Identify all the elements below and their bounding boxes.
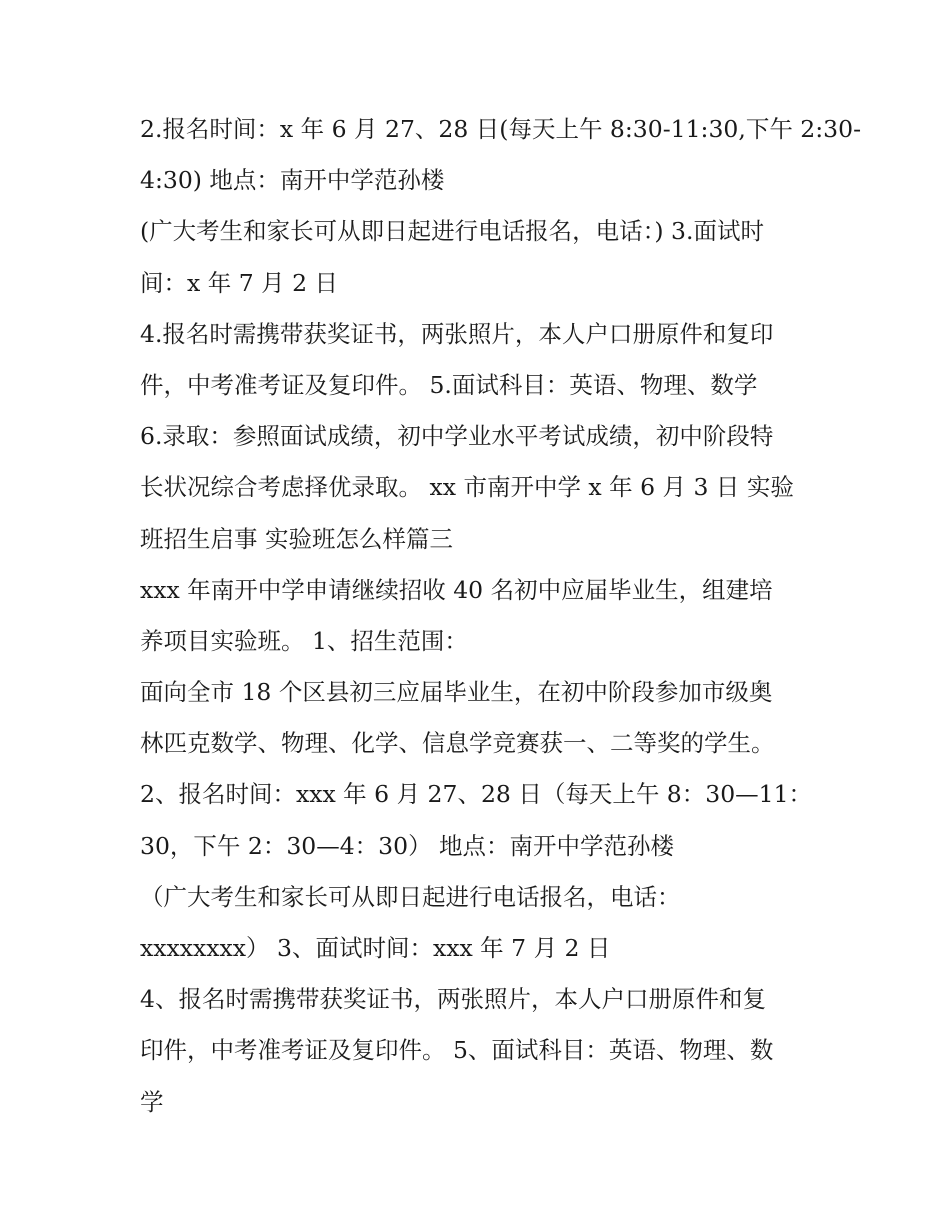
text-line: 学 (140, 1087, 164, 1116)
text-line: 印件，中考准考证及复印件。 5、面试科目：英语、物理、数 (140, 1036, 774, 1065)
text-line: xxx 年南开中学申请继续招收 40 名初中应届毕业生，组建培 (140, 575, 773, 604)
text-line: xxxxxxxx） 3、面试时间：xxx 年 7 月 2 日 (140, 934, 611, 962)
text-line: 件，中考准考证及复印件。 5.面试科目：英语、物理、数学 (140, 370, 758, 399)
text-line: 林匹克数学、物理、化学、信息学竞赛获一、二等奖的学生。 (140, 729, 775, 758)
text-line: 6.录取：参照面试成绩，初中学业水平考试成绩，初中阶段特 (140, 422, 774, 451)
text-line: （广大考生和家长可从即日起进行电话报名，电话： (140, 882, 681, 911)
text-line: 4、报名时需携带获奖证书，两张照片，本人户口册原件和复 (140, 985, 766, 1014)
text-line: 30，下午 2：30—4：30） 地点：南开中学范孙楼 (140, 831, 675, 860)
text-line: 班招生启事 实验班怎么样篇三 (140, 524, 453, 553)
text-line: 4:30) 地点：南开中学范孙楼 (140, 166, 445, 195)
text-line: 面向全市 18 个区县初三应届毕业生，在初中阶段参加市级奥 (140, 678, 773, 707)
text-line: 2、报名时间：xxx 年 6 月 27、28 日（每天上午 8：30—11： (140, 780, 813, 809)
text-line: 长状况综合考虑择优录取。 xx 市南开中学 x 年 6 月 3 日 实验 (140, 473, 794, 502)
text-line: 养项目实验班。 1、招生范围： (140, 626, 468, 655)
text-line: 4.报名时需携带获奖证书，两张照片，本人户口册原件和复印 (140, 319, 774, 348)
text-line: 间：x 年 7 月 2 日 (140, 268, 339, 297)
document-body (140, 104, 862, 1128)
text-line: 2.报名时间：x 年 6 月 27、28 日(每天上午 8:30-11:30,下午 2:30- (140, 115, 862, 143)
text-line: (广大考生和家长可从即日起进行电话报名，电话：) 3.面试时 (140, 217, 764, 246)
